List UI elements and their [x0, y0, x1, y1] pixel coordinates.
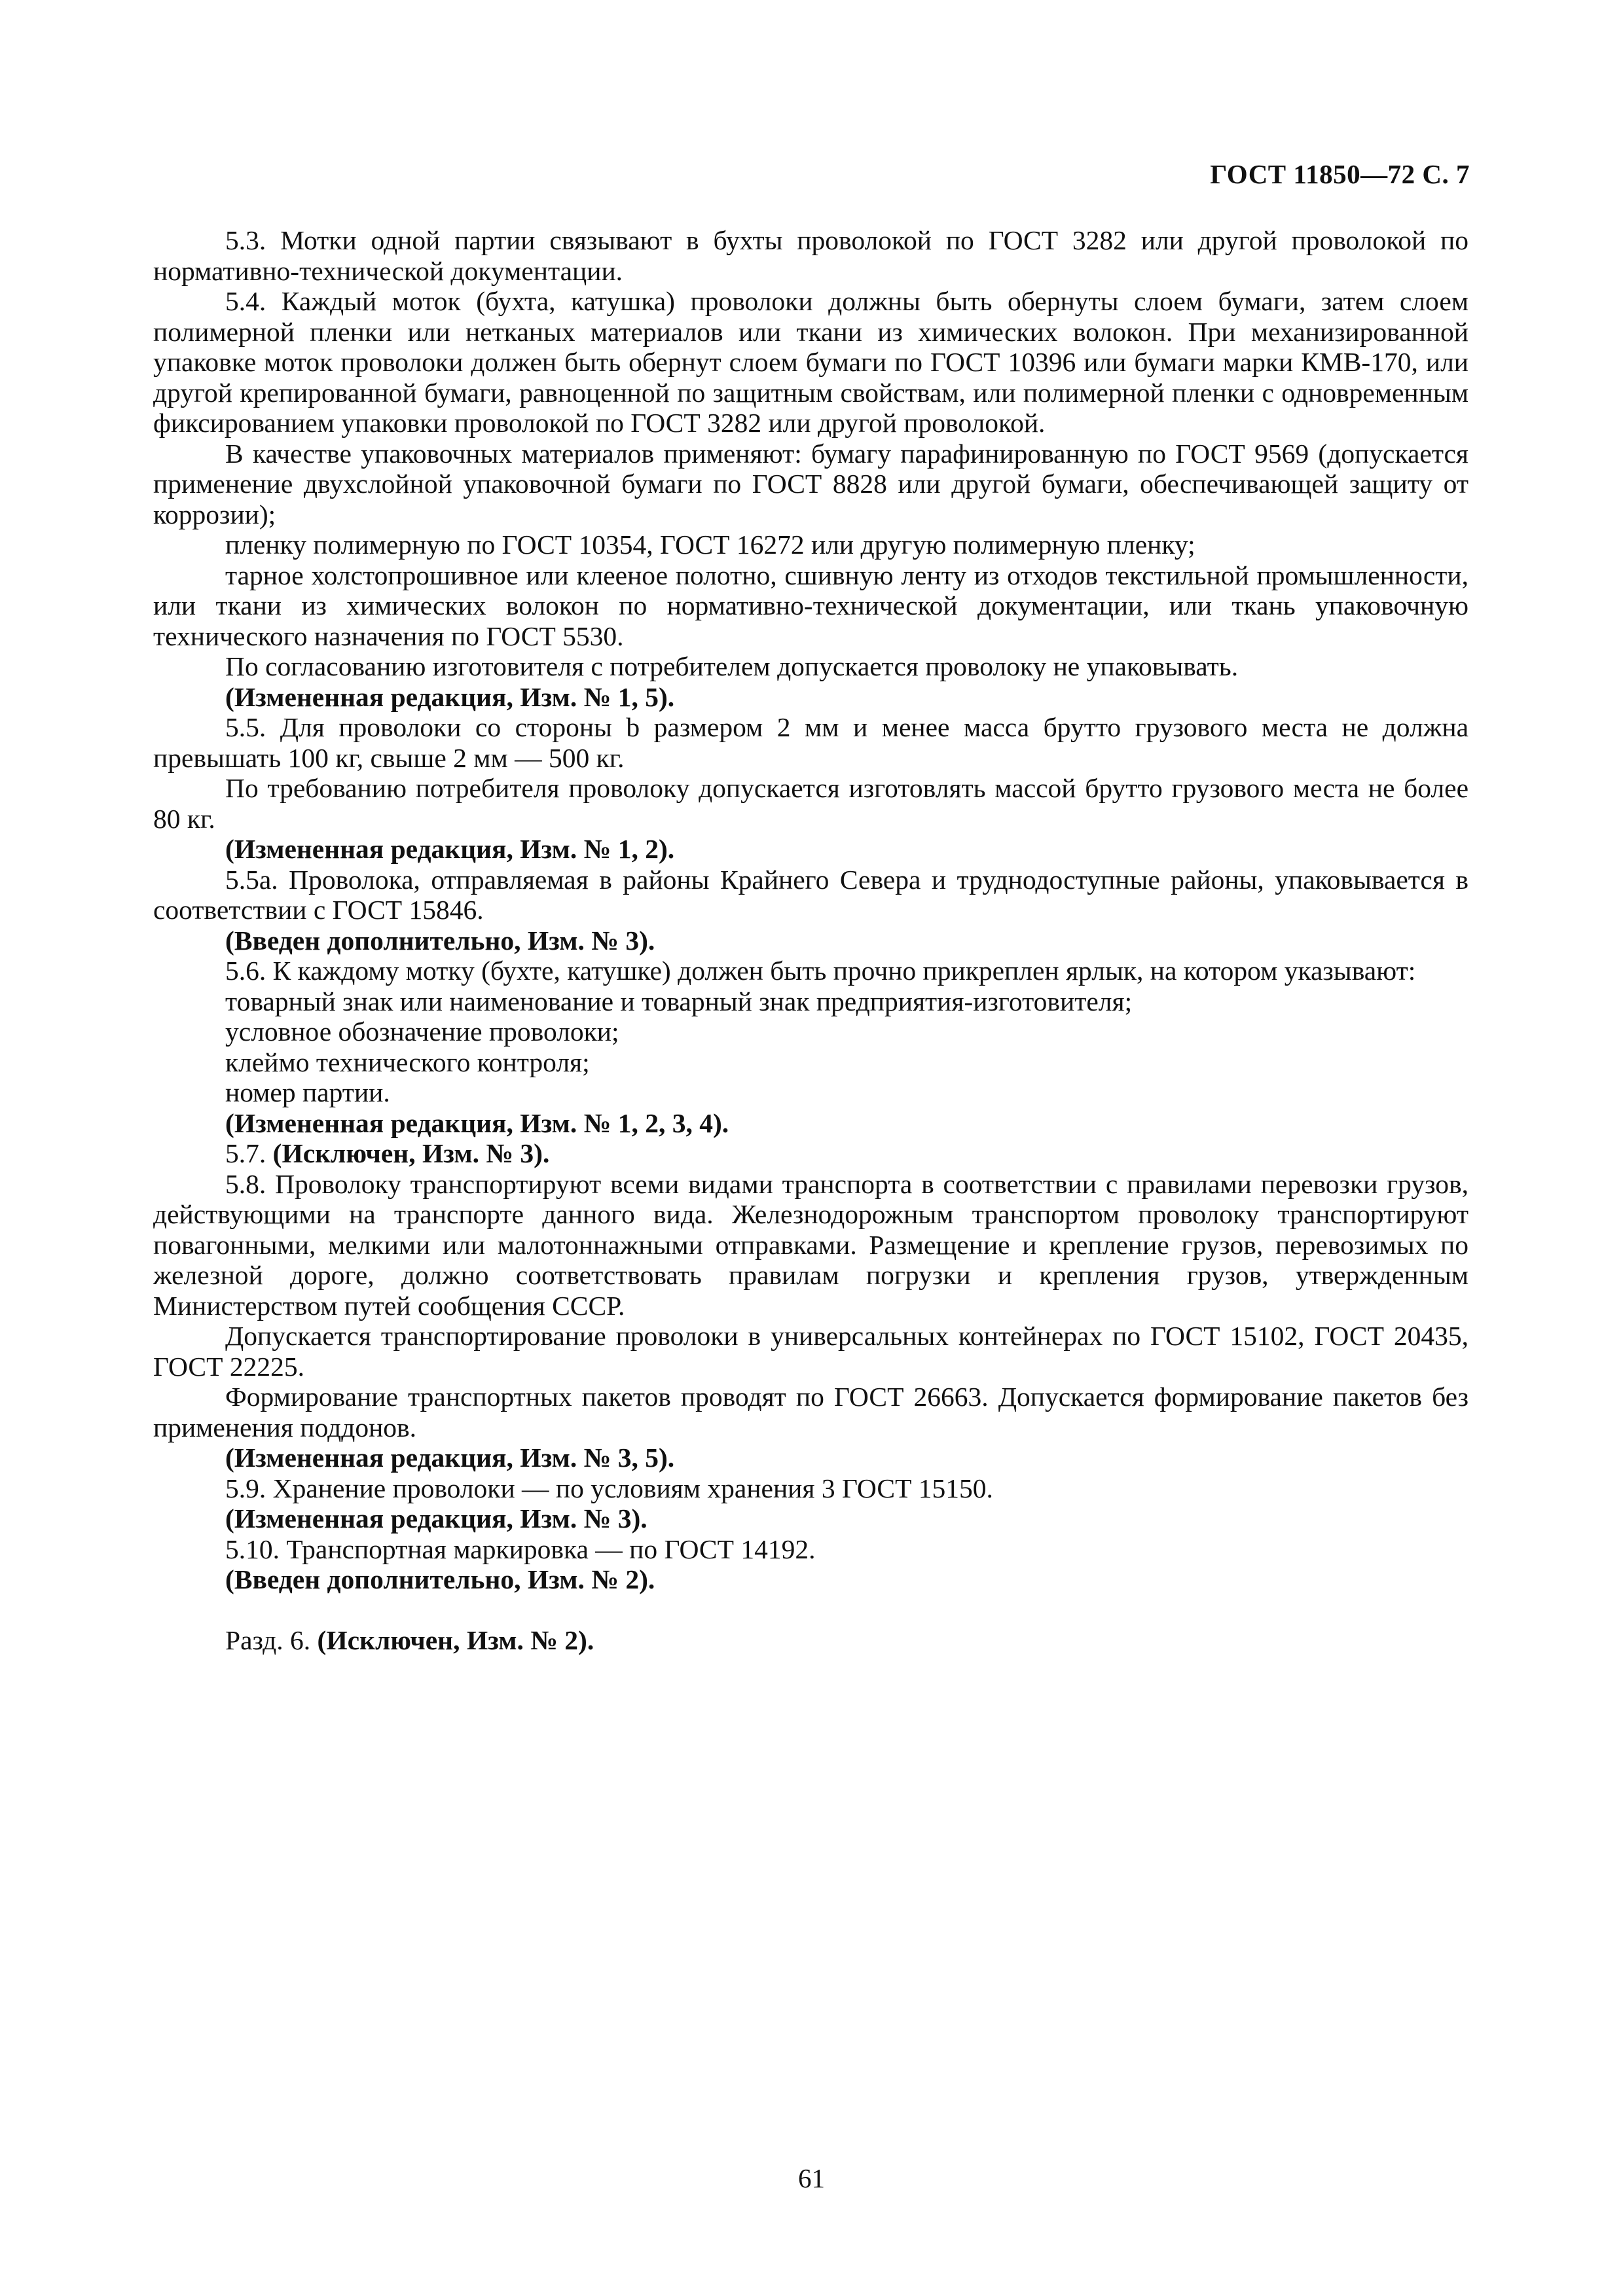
paragraph-text: Формирование транспортных пакетов проводят по ГОСТ 26663. Допускается формирование пакетов без применения поддонов. [153, 1382, 1468, 1443]
paragraph [153, 560, 1468, 652]
paragraph-text: 5.9. Хранение проволоки — по условиям хранения 3 ГОСТ 15150. [225, 1473, 993, 1503]
paragraph-text: (Исключен, Изм. № 3). [272, 1138, 550, 1168]
paragraph [153, 225, 1468, 286]
paragraph-text: 5.4. Каждый моток (бухта, катушка) проволоки должны быть обернуты слоем бумаги, затем слоем полимерной пленки или нетканых материалов или ткани из химических волокон. При механизированной упаковке моток проволоки должен быть обернут слоем бумаги по ГОСТ 10396 или бумаги марки КМВ-170, или другой крепированной бумаги, равноценной по защитным свойствам, или полимерной пленки с одновременным фиксированием упаковки проволокой по ГОСТ 3282 или другой проволокой. [153, 286, 1468, 438]
paragraph [153, 439, 1468, 530]
paragraph-text: пленку полимерную по ГОСТ 10354, ГОСТ 16272 или другую полимерную пленку; [225, 529, 1195, 560]
paragraph-text: клеймо технического контроля; [225, 1047, 590, 1077]
paragraph [153, 712, 1468, 773]
paragraph-text: (Измененная редакция, Изм. № 3). [225, 1503, 647, 1534]
paragraph [153, 1534, 1468, 1565]
paragraph-text: (Измененная редакция, Изм. № 1, 5). [225, 681, 675, 712]
amendment-note [153, 834, 1468, 865]
paragraph-text: 5.10. Транспортная маркировка — по ГОСТ 14192. [225, 1534, 816, 1564]
paragraph [153, 651, 1468, 682]
paragraph-prefix: 5.7. [225, 1138, 273, 1168]
paragraph [153, 1047, 1468, 1078]
paragraph [153, 1169, 1468, 1321]
amendment-note [153, 1625, 1468, 1656]
paragraph-text: 5.3. Мотки одной партии связывают в бухты проволокой по ГОСТ 3282 или другой проволокой по нормативно-технической документации. [153, 225, 1468, 286]
page-header: ГОСТ 11850—72 С. 7 [1210, 159, 1470, 189]
paragraph-text: 5.6. К каждому мотку (бухте, катушке) должен быть прочно прикреплен ярлык, на котором указывают: [225, 956, 1416, 986]
paragraph-text: (Измененная редакция, Изм. № 1, 2, 3, 4). [225, 1107, 729, 1138]
paragraph-text: (Измененная редакция, Изм. № 3, 5). [225, 1443, 675, 1473]
amendment-note [153, 1108, 1468, 1139]
paragraph-text: Допускается транспортирование проволоки в универсальных контейнерах по ГОСТ 15102, ГОСТ 20435, ГОСТ 22225. [153, 1321, 1468, 1382]
paragraph [153, 986, 1468, 1017]
amendment-note [153, 1138, 1468, 1169]
amendment-note [153, 1443, 1468, 1473]
document-body [153, 225, 1468, 1655]
paragraph-text: По согласованию изготовителя с потребителем допускается проволоку не упаковывать. [225, 651, 1239, 681]
paragraph [153, 1077, 1468, 1108]
amendment-note [153, 1503, 1468, 1534]
paragraph-text: условное обозначение проволоки; [225, 1016, 619, 1047]
paragraph [153, 286, 1468, 439]
paragraph [153, 956, 1468, 986]
paragraph-text: товарный знак или наименование и товарный знак предприятия-изготовителя; [225, 986, 1133, 1016]
paragraph-text: (Измененная редакция, Изм. № 1, 2). [225, 834, 675, 864]
paragraph [153, 1016, 1468, 1047]
page-number: 61 [798, 2163, 825, 2193]
amendment-note [153, 925, 1468, 956]
paragraph [153, 1473, 1468, 1504]
paragraph-text: 5.5а. Проволока, отправляемая в районы Крайнего Севера и труднодоступные районы, упаковывается в соответствии с ГОСТ 15846. [153, 864, 1468, 925]
paragraph [153, 529, 1468, 560]
paragraph [153, 1382, 1468, 1443]
amendment-note [153, 1564, 1468, 1595]
paragraph-text: 5.5. Для проволоки со стороны b размером 2 мм и менее масса брутто грузового места не должна превышать 100 кг, свыше 2 мм — 500 кг. [153, 712, 1468, 773]
paragraph-text: По требованию потребителя проволоку допускается изготовлять массой брутто грузового места не более 80 кг. [153, 773, 1468, 834]
amendment-note [153, 682, 1468, 713]
paragraph-text: номер партии. [225, 1077, 390, 1107]
paragraph [153, 773, 1468, 834]
paragraph-text: (Введен дополнительно, Изм. № 3). [225, 925, 655, 956]
paragraph [153, 1321, 1468, 1382]
paragraph-text: (Исключен, Изм. № 2). [317, 1624, 594, 1655]
paragraph-text: 5.8. Проволоку транспортируют всеми видами транспорта в соответствии с правилами перевозки грузов, действующими на транспорте данного вида. Железнодорожным транспортом проволоку транспортируют повагонными, мелкими или малотоннажными отправками. Размещение и крепление грузов, перевозимых по железной дороге, должно соответствовать правилам погрузки и крепления грузов, утвержденным Министерством путей сообщения СССР. [153, 1168, 1468, 1321]
paragraph-gap [153, 1595, 1468, 1625]
paragraph-text: В качестве упаковочных материалов применяют: бумагу парафинированную по ГОСТ 9569 (допускается применение двухслойной упаковочной бумаги по ГОСТ 8828 или другой бумаги, обеспечивающей защиту от коррозии); [153, 438, 1468, 529]
paragraph-prefix: Разд. 6. [225, 1624, 318, 1655]
paragraph-text: тарное холстопрошивное или клееное полотно, сшивную ленту из отходов текстильной промышленности, или ткани из химических волокон по нормативно-технической документации, или ткань упаковочную технического назначения по ГОСТ 5530. [153, 560, 1468, 651]
paragraph-text: (Введен дополнительно, Изм. № 2). [225, 1564, 655, 1594]
paragraph [153, 865, 1468, 925]
